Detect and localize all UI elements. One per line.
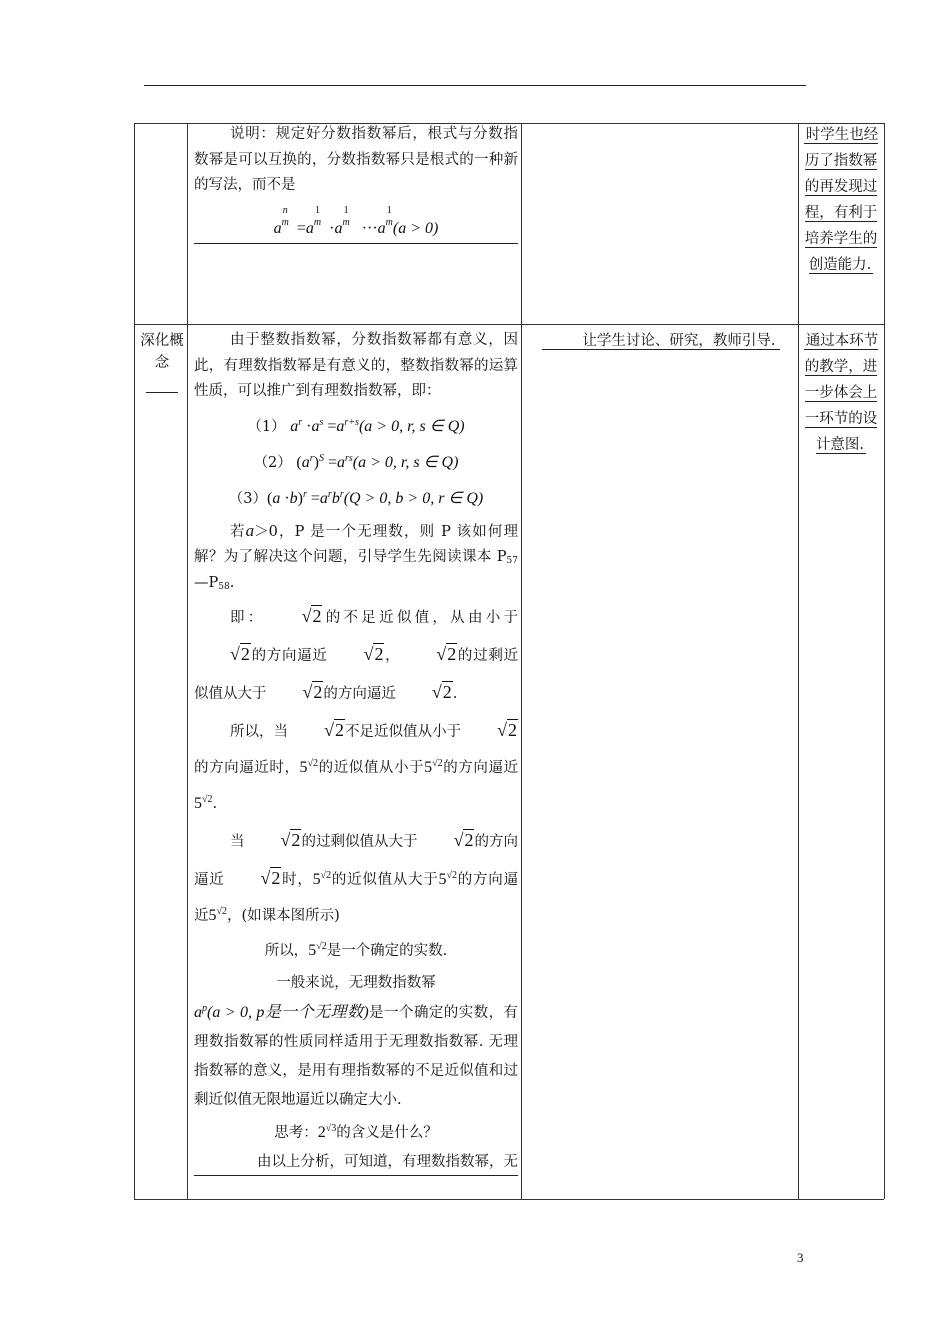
- rule-2: （2） $(a^r)^S =a^{rs}(a > 0$, r, s ∈ Q): [253, 452, 459, 471]
- rule-2-condition: (a > 0, r, s ∈ Q): [352, 453, 459, 471]
- base-five: 5: [208, 907, 217, 924]
- sqrt-radicand: 2: [508, 720, 518, 740]
- table-border-bottom: [134, 1199, 884, 1200]
- sqrt-radicand: 2: [313, 682, 323, 702]
- s3c: 的方向逼近: [194, 834, 519, 888]
- exp-radicand: 2: [452, 870, 458, 881]
- stage-label-rule: [146, 392, 178, 393]
- base-five: 5: [312, 871, 321, 888]
- think-question: 思考：$2^{√3}$的含义是什么？: [274, 1123, 438, 1141]
- rule-3-number: （3）: [228, 490, 267, 507]
- sqrt-radicand: 2: [442, 682, 452, 702]
- s4b: 是一个确定的实数.: [326, 943, 448, 959]
- header-rule: [144, 85, 806, 86]
- rule-3: $(3)(a \cdot b)^r =a^rb^r(Q > 0$, b > 0, r ∈ Q): [228, 488, 484, 507]
- general-statement: 一般来说，无理数指数幂: [276, 975, 436, 991]
- if-text: ＞0，P 是一个无理数，则 P 该如何理解？为了解决这个问题，引导学生先阅读课本 P: [194, 523, 518, 565]
- s1b: 的不足近似值，从由小于: [322, 610, 519, 626]
- five-power-approx-2: 当 √2的过剩似值从大于 √2的方向逼近 √2时，$5^{√2}$的近似值从大于$5^{√2}$的方向逼近$5^{√2}$，(如课本图所示): [194, 830, 519, 924]
- intro-paragraph: 由于整数指数幂，分数指数幂都有意义，因此，有理数指数幂是有意义的，整数指数幂的运算性质，可以推广到有理数指数幂，即：: [194, 332, 518, 399]
- row2-teacher-activity: [526, 330, 796, 352]
- s1f: 的方向逼近: [323, 686, 396, 702]
- base-five: 5: [308, 942, 317, 959]
- table-border-left: [134, 123, 135, 1199]
- sqrt-radicand: 2: [240, 644, 250, 664]
- base-five: 5: [424, 759, 433, 776]
- table-border-right: [884, 123, 885, 1199]
- s3f: 的方向逼近: [194, 872, 519, 924]
- s1g: .: [452, 686, 458, 702]
- irrational-formula: (a > 0, p是一个无理数): [207, 1004, 369, 1021]
- irrational-power-definition: $a^p(a > 0$, p是一个无理数)是一个确定的实数，有理数指数幂的性质同样适用于无理数指数幂. 无理指数幂的意义，是用有理指数幂的不足近似值和过剩近似值无限地逼近以确定大小.: [194, 1003, 518, 1108]
- s1c: 的方向逼近: [250, 648, 328, 664]
- think-rest: 的含义是什么？: [336, 1125, 438, 1141]
- exp-radicand: 2: [326, 870, 332, 881]
- s1e: 的过剩近似值从大于: [194, 648, 519, 702]
- rule-1-number: （1）: [247, 418, 286, 435]
- design-intent-text: 时学生也经历了指数幂的再发现过程，有利于培养学生的创造能力.: [804, 127, 879, 273]
- exp-radicand: 2: [437, 758, 443, 769]
- irrational-question: 若a＞0，P 是一个无理数，则 P 该如何理解？为了解决这个问题，引导学生先阅读课本 $P_{57}—P_{58}$.: [194, 520, 518, 592]
- sqrt-radicand: 2: [312, 606, 322, 626]
- exp-radicand: 2: [207, 794, 213, 805]
- if-prefix: 若: [230, 523, 246, 540]
- row2-stage-label: [136, 330, 188, 393]
- exp-radicand: 2: [321, 941, 327, 952]
- rule-3-condition: (Q > 0, b > 0, r ∈ Q): [343, 489, 484, 507]
- s1d: ，: [384, 648, 401, 664]
- table-row-divider: [134, 324, 884, 325]
- s4a: 所以，: [264, 943, 309, 959]
- teacher-activity-text: 让学生讨论、研究，教师引导.: [542, 333, 779, 350]
- s3a: 当: [230, 834, 245, 850]
- page-sub-1: 57: [506, 556, 518, 566]
- stage-label: 深化概念: [140, 333, 184, 371]
- row1-design-intent: [802, 122, 880, 278]
- row2-design-intent: [802, 328, 880, 458]
- table-divider-2: [521, 123, 522, 1199]
- s3b: 的过剩似值从大于: [301, 834, 418, 850]
- s3g: ，(如课本图所示): [227, 908, 340, 924]
- last-line: 由以上分析，可知道，有理数指数幂，无: [194, 1149, 518, 1176]
- row2-content: [194, 328, 518, 1176]
- rule-2-number: （2）: [253, 454, 292, 471]
- five-power-approx-1: 所以，当 √2不足近似值从小于 √2的方向逼近时，$5^{√2}$的近似值从小于$5^{√2}$的方向逼近$5^{√2}$.: [194, 720, 519, 812]
- page-dash: —P: [194, 574, 219, 591]
- exp-radicand: 2: [313, 758, 319, 769]
- rule-1-condition: (a > 0, r, s ∈ Q): [358, 417, 465, 435]
- fraction-exponent-formula: a n m =a 1 m ·a 1 m ···a 1 m (a > 0): [194, 203, 518, 244]
- period: .: [229, 574, 235, 591]
- design-intent-text-2: 通过本环节的教学，进一步体会上一环节的设计意图.: [804, 333, 879, 453]
- think-base: 2: [317, 1124, 326, 1141]
- base-five: 5: [194, 795, 202, 812]
- s2d: 的近似值从小于: [318, 760, 425, 776]
- exp-radicand: 2: [222, 906, 227, 917]
- table-divider-3: [798, 123, 799, 1199]
- sqrt-radicand: 2: [464, 830, 474, 850]
- s1a: 即：: [230, 610, 266, 626]
- s6-rest: 是一个确定的实数，有理数指数幂的性质同样适用于无理数指数幂. 无理指数幂的意义，是用有理指数幂的不足近似值和过剩近似值无限地逼近以确定大小.: [194, 1005, 518, 1108]
- formula-condition: (a > 0): [392, 219, 439, 237]
- s3e: 的近似值从大于: [331, 872, 439, 888]
- base-five: 5: [438, 871, 447, 888]
- sqrt-radicand: 2: [291, 830, 301, 850]
- sqrt-radicand: 2: [374, 644, 384, 664]
- think-exp: 3: [331, 1123, 337, 1134]
- rule-1: （1） $a^r \cdot a^s =a^{r+s}(a > 0$, r, s ∈ Q): [247, 416, 465, 435]
- sqrt-radicand: 2: [334, 720, 344, 740]
- table-divider-1: [187, 123, 188, 1199]
- page-sub-2: 58: [218, 581, 230, 592]
- explanation-text: 说明：规定好分数指数幂后，根式与分数指数幂是可以互换的，分数指数幂只是根式的一种新的写法，而不是: [194, 126, 518, 193]
- sqrt-radicand: 2: [447, 644, 457, 664]
- think-label: 思考：: [274, 1125, 318, 1141]
- s2a: 所以，当: [230, 724, 289, 740]
- s2e: 的方向逼近: [442, 760, 519, 776]
- sqrt-radicand: 2: [271, 868, 281, 888]
- sqrt2-approximation: 即： √2的不足近似值，从由小于√2的方向逼近 √2， √2的过剩近似值从大于 √2的方向逼近 √2.: [194, 606, 519, 702]
- conclusion-real: 所以，$5^{√2}$是一个确定的实数.: [264, 941, 448, 959]
- s3d: 时，: [281, 872, 313, 888]
- s2b: 不足近似值从小于: [344, 724, 462, 740]
- row1-explanation: [194, 122, 518, 244]
- s2c: 的方向逼近时，: [194, 760, 300, 776]
- page-number: 3: [797, 1250, 804, 1265]
- s2f: .: [212, 796, 218, 812]
- base-five: 5: [299, 759, 308, 776]
